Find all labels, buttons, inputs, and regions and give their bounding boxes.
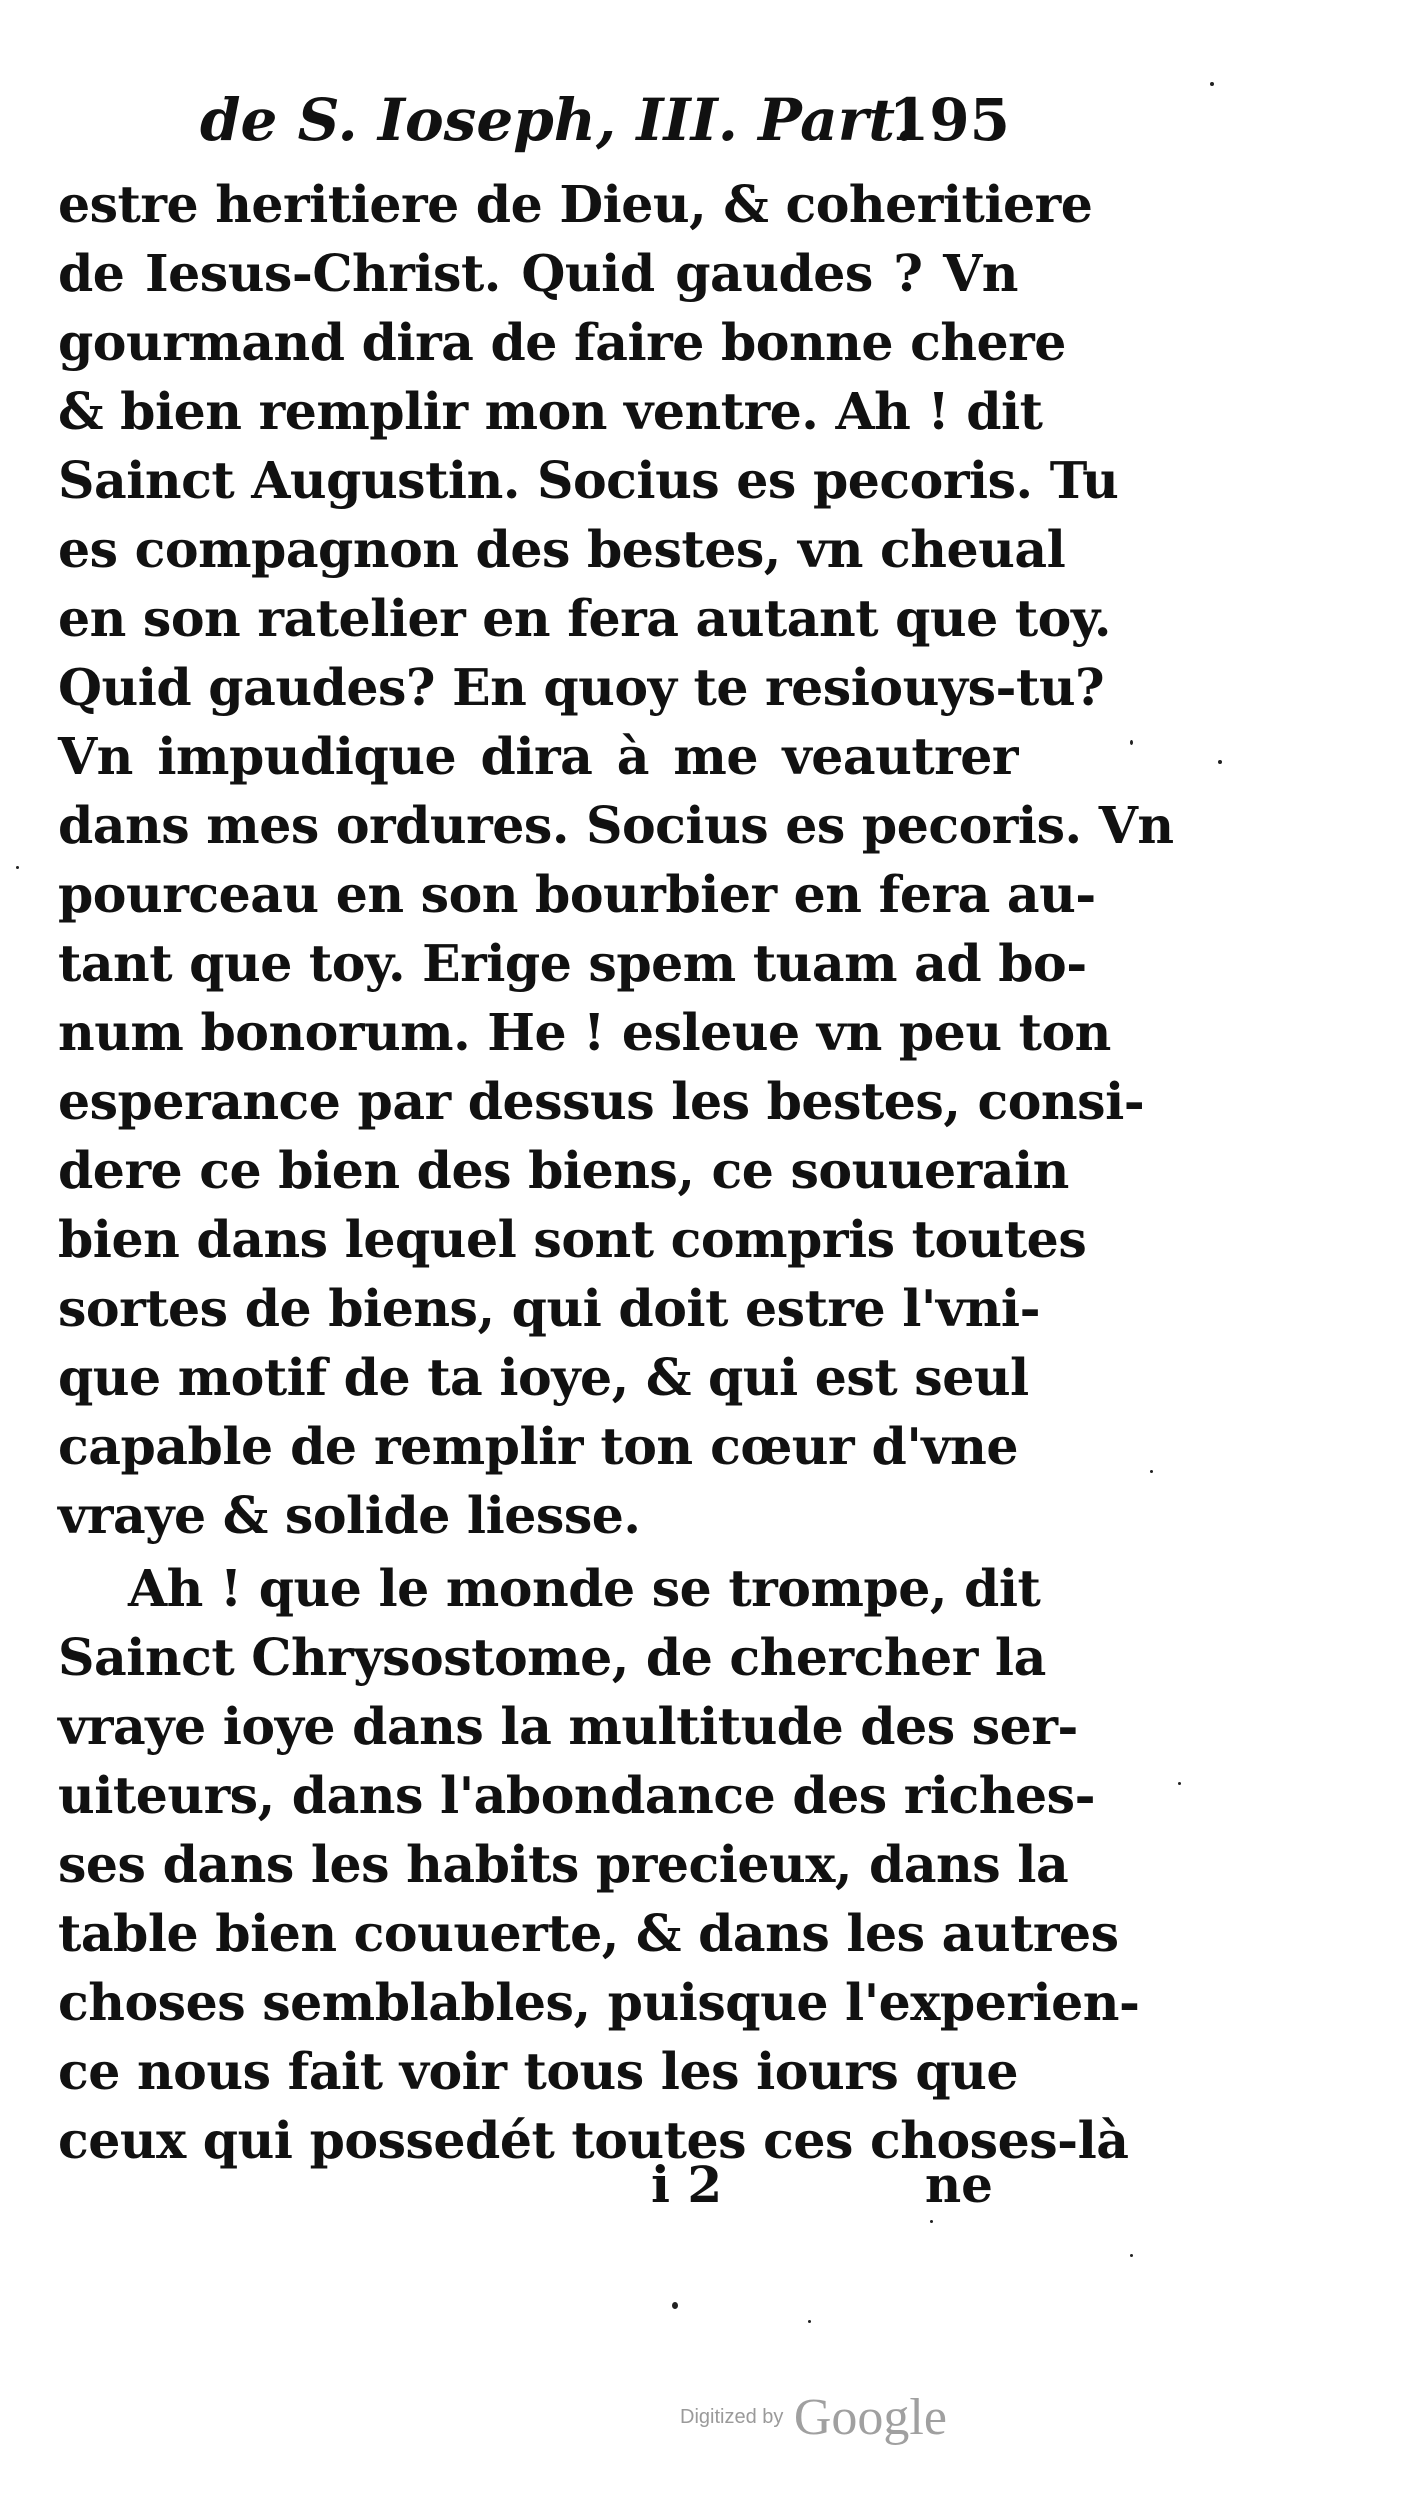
text-line: choses semblables, puisque l'experien-: [58, 1973, 1140, 2032]
text-line: uiteurs, dans l'abondance des riches-: [58, 1766, 1096, 1825]
page-footer: [635, 2150, 1015, 2220]
scan-speck: [1130, 740, 1133, 745]
body-text: [58, 170, 1174, 2175]
paragraph-end-line: vraye & solide liesse.: [58, 1486, 641, 1545]
text-line: que motif de ta ioye, & qui est seul: [58, 1348, 1029, 1407]
text-line: Sainct Augustin. Socius es pecoris. Tu: [58, 451, 1119, 510]
text-line: vraye ioye dans la multitude des ser-: [58, 1697, 1078, 1756]
scan-speck: [1150, 1470, 1153, 1473]
text-line: table bien couuerte, & dans les autres: [58, 1904, 1119, 1963]
text-line: bien dans lequel sont compris toutes: [58, 1210, 1087, 1269]
text-line: tant que toy. Erige spem tuam ad bo-: [58, 934, 1087, 993]
text-line: sortes de biens, qui doit estre l'vni-: [58, 1279, 1041, 1338]
text-line: num bonorum. He ! esleue vn peu ton: [58, 1003, 1111, 1062]
scan-speck: [672, 2302, 678, 2309]
page-number: 195: [888, 86, 1010, 154]
text-line: estre heritiere de Dieu, & coheritiere: [58, 175, 1093, 234]
scan-speck: [930, 2220, 933, 2223]
scan-speck: [1178, 1782, 1181, 1785]
text-line: esperance par dessus les bestes, consi-: [58, 1072, 1145, 1131]
text-line: gourmand dira de faire bonne chere: [58, 313, 1066, 372]
scan-speck: [1218, 760, 1222, 764]
scan-speck: [1210, 82, 1214, 86]
text-line: Sainct Chrysostome, de chercher la: [58, 1628, 1046, 1687]
paragraph-start-line: Ah ! que le monde se trompe, dit: [128, 1559, 1041, 1618]
text-line: pourceau en son bourbier en fera au-: [58, 865, 1096, 924]
digitized-watermark: [680, 2388, 947, 2448]
running-header: [200, 80, 1020, 160]
text-line: capable de remplir ton cœur d'vne: [58, 1417, 1018, 1476]
text-line: ses dans les habits precieux, dans la: [58, 1835, 1069, 1894]
watermark-prefix: Digitized by: [680, 2406, 784, 2428]
text-line: dere ce bien des biens, ce souuerain: [58, 1141, 1069, 1200]
text-line: Quid gaudes? En quoy te resiouys-tu?: [58, 658, 1105, 717]
running-title: de S. Ioseph, III. Part.: [200, 86, 916, 154]
text-line: & bien remplir mon ventre. Ah ! dit: [58, 382, 1043, 441]
text-line: en son ratelier en fera autant que toy.: [58, 589, 1111, 648]
text-line: dans mes ordures. Socius es pecoris. Vn: [58, 796, 1174, 855]
text-line: ce nous fait voir tous les iours que: [58, 2042, 1018, 2101]
text-line: Vn impudique dira à me veautrer: [58, 727, 1018, 786]
scan-speck: [16, 866, 19, 869]
text-line: de Iesus-Christ. Quid gaudes ? Vn: [58, 244, 1018, 303]
google-logo: Google: [793, 2389, 947, 2446]
catchword: ne: [924, 2155, 993, 2214]
text-line: es compagnon des bestes, vn cheual: [58, 520, 1066, 579]
text-line: ceux qui possedét toutes ces choses-là: [58, 2111, 1129, 2170]
signature-mark: i 2: [651, 2155, 723, 2214]
scan-speck: [808, 2320, 811, 2323]
scan-speck: [1130, 2254, 1133, 2257]
